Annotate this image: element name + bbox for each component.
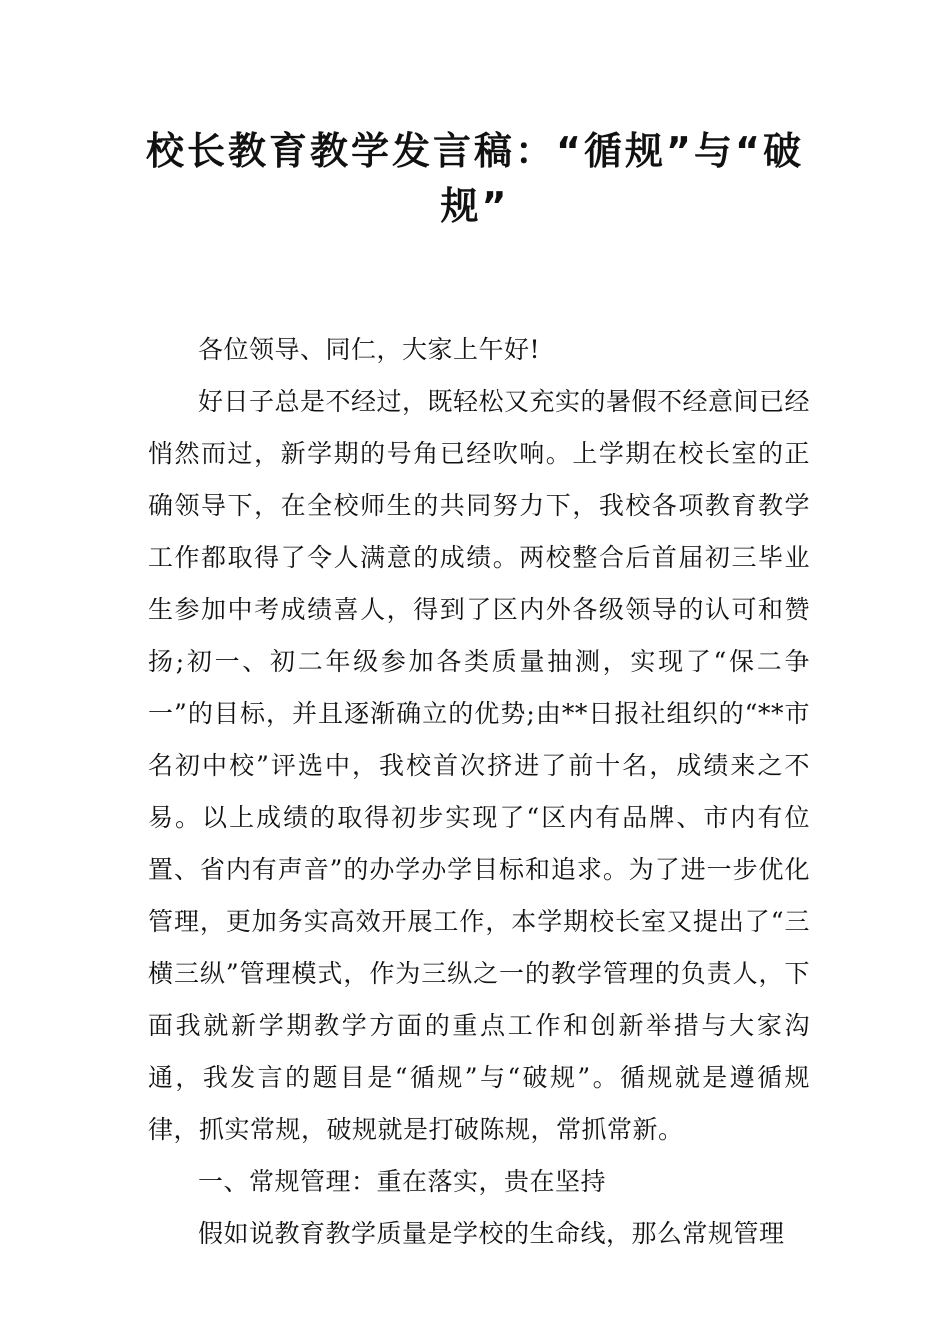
section-paragraph: 假如说教育教学质量是学校的生命线，那么常规管理: [198, 1219, 785, 1248]
greeting-paragraph: 各位领导、同仁，大家上午好!: [198, 335, 541, 364]
section-heading: 一、常规管理：重在落实，贵在坚持: [198, 1167, 607, 1196]
document-body: [148, 324, 810, 1260]
document-title: 校长教育教学发言稿：“循规”与“破规”: [146, 129, 804, 228]
intro-paragraph: 好日子总是不经过，既轻松又充实的暑假不经意间已经悄然而过，新学期的号角已经吹响。上学期在校长室的正确领导下，在全校师生的共同努力下，我校各项教育教学工作都取得了令人满意的成绩。两校整合后首届初三毕业生参加中考成绩喜人，得到了区内外各级领导的认可和赞扬;初一、初二年级参加各类质量抽测，实现了“保二争一”的目标，并且逐渐确立的优势;由**日报社组织的“**市名初中校”评选中，我校首次挤进了前十名，成绩来之不易。以上成绩的取得初步实现了“区内有品牌、市内有位置、省内有声音”的办学办学目标和追求。为了进一步优化管理，更加务实高效开展工作，本学期校长室又提出了“三横三纵”管理模式，作为三纵之一的教学管理的负责人，下面我就新学期教学方面的重点工作和创新举措与大家沟通，我发言的题目是“循规”与“破规”。循规就是遵循规律，抓实常规，破规就是打破陈规，常抓常新。: [148, 387, 811, 1144]
